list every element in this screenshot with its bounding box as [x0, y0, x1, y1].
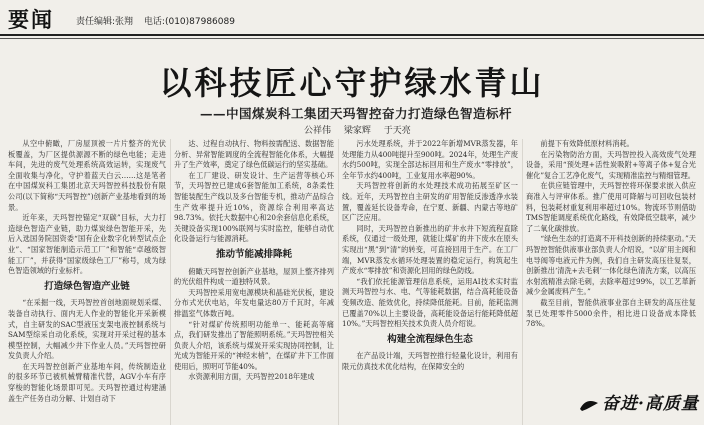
section-subheading: 推动节能减排降耗 [215, 248, 292, 260]
section-subheading: 构建全流程绿色生态 [387, 333, 473, 345]
body-paragraph: 俯瞰天玛智控创新产业基地，屋顶上整齐排列的光伏组件构成一道独特风景。 [174, 266, 334, 287]
body-paragraph: 污水处理系统，并于2022年新增MVR蒸发器，年处理能力从400吨提升至900吨。2024年，处理生产废水约500吨，实现全部达标回用和生产废水“零排放”，全年节水约400吨，工业复用水率超90%。 [342, 139, 518, 180]
editor-phone: 电话:(010)87986089 [143, 17, 235, 27]
body-paragraph: 截至目前，智能供液事业部自主研发的高压往复泵已处理零件5000余件，相比进口设备成本降低78%。 [526, 297, 696, 329]
body-paragraph: 在天玛智控创新产业基地车间，传统制造业的很多环节已被机械臂精准代替，AGV小车有序穿梭的智能化场景即可见。天玛智控通过构建涵盖生产任务自动分解、计划自动下 [8, 361, 166, 403]
body-paragraph: 前提下有效降低原材料消耗。 [540, 139, 634, 148]
calligraphy-stamp [578, 387, 698, 417]
body-paragraph: 从空中俯瞰，厂房屋顶被一片片整齐的光伏板覆盖，为厂区提供源源不断的绿色电能；走进车间，先进的废气处理系统高效运转，实现废气全面收集与净化，守护着蓝天白云……这是笔者在中国煤炭科工集团北京天玛智控科技股份有限公司(以下简称“天玛智控”)创新产业基地看到的场景。 [8, 139, 166, 212]
editor-info [76, 14, 243, 27]
body-paragraph: 水资源利用方面，天玛智控2018年建成 [188, 372, 315, 382]
article-column-3 [342, 139, 518, 425]
author-name: 公祥伟 [304, 126, 332, 136]
section-title: 要闻 [8, 8, 54, 32]
body-paragraph: 天玛智控采用宽电源模块和晶硅光伏板，建设分布式光伏电站，年发电量达80万千瓦时，年减排温室气体数百吨。 [174, 287, 334, 318]
header-rule-thick [0, 34, 704, 36]
body-paragraph: “针对煤矿传统照明功能单一、能耗高等痛点，我们研发推出了智能照明系统。”天玛智控相关负责人介绍，该系统与煤炭开采实现协同控制，让光成为智能开采的“神经末梢”，在煤矿井下工作面使用后，照明可节能40%。 [174, 319, 334, 371]
article-headline: 以科技匠心守护绿水青山 [159, 64, 545, 102]
editor-name: 责任编辑:张翔 [76, 17, 134, 27]
header-rule-thin [0, 38, 704, 39]
calligraphy-text: 奋进·高质量 [602, 394, 699, 414]
column-divider [338, 139, 339, 425]
body-paragraph: 在工厂建设、研发设计、生产运营等核心环节，天玛智控已建成6套智能加工系统，8条柔性智能装配生产线以及多台智能专机，推动产品综合生产效率提升近10%，资源综合利用率高达98.73%。依托大数据中心和20余套信息化系统，关键设备实现100%联网与实时监控，能够自动优化设备运行与能源消耗。 [174, 170, 334, 244]
section-subheading: 打造绿色智造产业链 [44, 280, 130, 292]
body-paragraph: 在供应链管理中，天玛智控将环保要求嵌入供应商准入与评审体系。推广使用可降解与可回收包装材料，包装耗材重复利用率超过10%。物流环节则借助TMS智能调度系统优化路线，有效降低空载率，减少了二氧化碳排放。 [526, 181, 696, 233]
article-column-4 [526, 139, 696, 425]
brush-stroke-icon [578, 397, 602, 413]
article-column-1 [8, 139, 166, 425]
column-divider [170, 139, 171, 425]
body-paragraph: 达、过程自动执行、物料按需配送、数据智能分析、异常智能调度的全流程智能化体系，大幅提升了生产效率，奠定了绿色低碳运行的坚实基础。 [174, 139, 334, 170]
body-paragraph: 在污染物防治方面，天玛智控投入高效废气处理设备，采用“预处理+活性炭吸附+等离子体+复合光催化”复合工艺净化废气，实现精准监控与精细管理。 [526, 149, 696, 180]
article-bylines [304, 123, 421, 136]
body-paragraph: 在产品设计端，天玛智控推行轻量化设计，利用有限元仿真技术优化结构，在保障安全的 [342, 351, 518, 371]
article-column-2 [174, 139, 334, 425]
body-paragraph: “我们依托能源管理信息系统，运用AI技术实时监测天玛智控与水、电、气等能耗数据，结合高耗能设备变频改造、能效优化，持续降低能耗。目前，能耗监测已覆盖70%以上主要设备，高耗能设备运行能耗降低超10%。”天玛智控相关技术负责人员介绍说。 [342, 276, 518, 329]
body-paragraph: 同时，天玛智控自新推出的矿井水井下短流程直除系统，仅通过一级处理，就能让煤矿的井下废水在原头实现出“黑”到“清”的转变，可直接回用于生产。在工厂端，MVR蒸发水循环处理装置的稳定运行，构筑起生产废水“零排放”和资源化回用的绿色防线。 [342, 223, 518, 276]
author-name: 于天亮 [383, 126, 411, 136]
column-divider [522, 139, 523, 425]
body-paragraph: “在采掘一线，天玛智控首创地面规划采煤、装备自动执行、面内无人作业的智能化开采新模式，自主研发的SAC型液压支架电液控制系统与SAM型综采自动化系统，实现对开采过程的基本模型控制，大幅减少井下作业人员。”天玛智控研发负责人介绍。 [8, 298, 166, 361]
body-paragraph: 天玛智控将创新的水处理技术成功拓展至矿区一线。近年，天玛智控自主研发的矿用智能反渗透净水装置，覆盖延长设备寿命，在宁夏、新疆、内蒙古等地矿区广泛应用。 [342, 181, 518, 223]
author-name: 梁家辉 [343, 126, 371, 136]
body-paragraph: 近年来，天玛智控锚定“双碳”目标，大力打造绿色智造产业链，助力煤炭绿色智能开采，先后入选国务院国资委“国有企业数字化转型试点企业”、“国家智能制造示范工厂”和智能“卓越级智能工厂”，并获得“国家级绿色工厂”称号，成为绿色智造领域的行业标杆。 [8, 213, 166, 276]
masthead-bar [0, 0, 704, 38]
body-paragraph: “绿色生态的打造离不开科技创新的持续驱动。”天玛智控智能供液事业部负责人介绍说，“以矿用主阀和电导阀等电液元件为例，我们自主研发高压往复泵，创新推出‘清洗+去毛刺’一体化绿色清洗方案，以高压水射流精准去除毛刺，去除率超过99%，以工艺革新减少金属废料产生。” [526, 234, 696, 297]
article-subheadline: ——中国煤炭科工集团天玛智控奋力打造绿色智造标杆 [200, 106, 513, 121]
